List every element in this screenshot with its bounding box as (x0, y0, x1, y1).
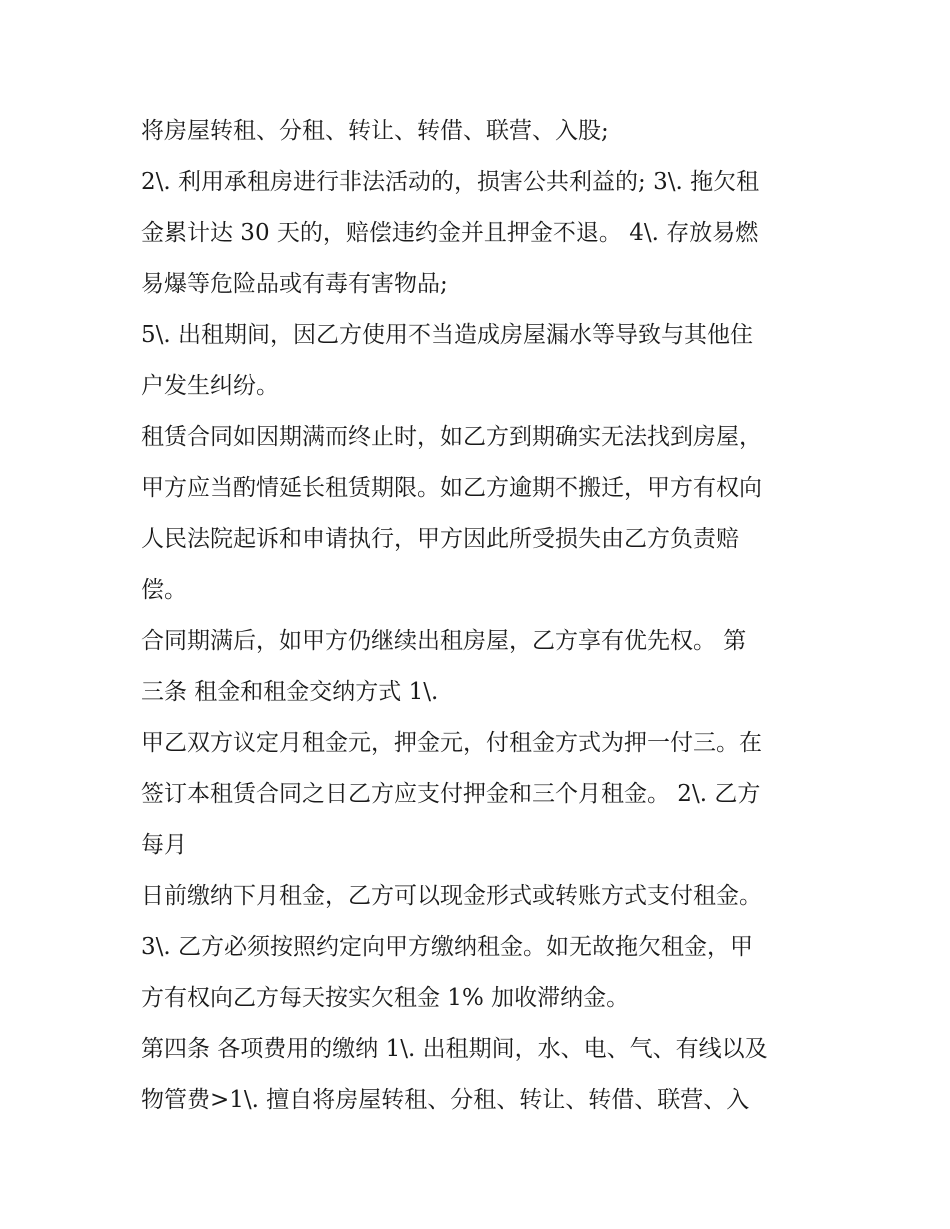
text-line: 人民法院起诉和申请执行，甲方因此所受损失由乙方负责赔 (141, 526, 739, 552)
contract-text (141, 106, 821, 1126)
text-line: 第四条 各项费用的缴纳 1\. 出租期间，水、电、气、有线以及 (141, 1036, 768, 1062)
text-line: 甲乙双方议定月租金元，押金元，付租金方式为押一付三。在 (141, 730, 762, 756)
text-line: 户发生纠纷。 (141, 373, 279, 399)
text-line: 将房屋转租、分租、转让、转借、联营、入股; (141, 118, 609, 144)
text-line: 合同期满后，如甲方仍继续出租房屋，乙方享有优先权。 第 (141, 628, 747, 654)
text-line: 每月 (141, 832, 187, 858)
text-line: 甲方应当酌情延长租赁期限。如乙方逾期不搬迁，甲方有权向 (141, 475, 762, 501)
text-line: 3\. 乙方必须按照约定向甲方缴纳租金。如无故拖欠租金，甲 (141, 934, 754, 960)
text-line: 三条 租金和租金交纳方式 1\. (141, 679, 439, 705)
text-line: 5\. 出租期间，因乙方使用不当造成房屋漏水等导致与其他住 (141, 322, 754, 348)
text-line: 日前缴纳下月租金，乙方可以现金形式或转账方式支付租金。 (141, 883, 762, 909)
text-line: 方有权向乙方每天按实欠租金 1% 加收滞纳金。 (141, 985, 630, 1011)
text-line: 签订本租赁合同之日乙方应支付押金和三个月租金。 2\. 乙方 (141, 781, 761, 807)
text-line: 2\. 利用承租房进行非法活动的，损害公共利益的; 3\. 拖欠租 (141, 169, 760, 195)
text-line: 租赁合同如因期满而终止时，如乙方到期确实无法找到房屋， (141, 424, 762, 450)
text-line: 易爆等危险品或有毒有害物品; (141, 271, 448, 297)
text-line: 金累计达 30 天的，赔偿违约金并且押金不退。 4\. 存放易燃 (141, 220, 759, 246)
text-line: 物管费>1\. 擅自将房屋转租、分租、转让、转借、联营、入 (141, 1087, 750, 1113)
text-line: 偿。 (141, 577, 187, 603)
